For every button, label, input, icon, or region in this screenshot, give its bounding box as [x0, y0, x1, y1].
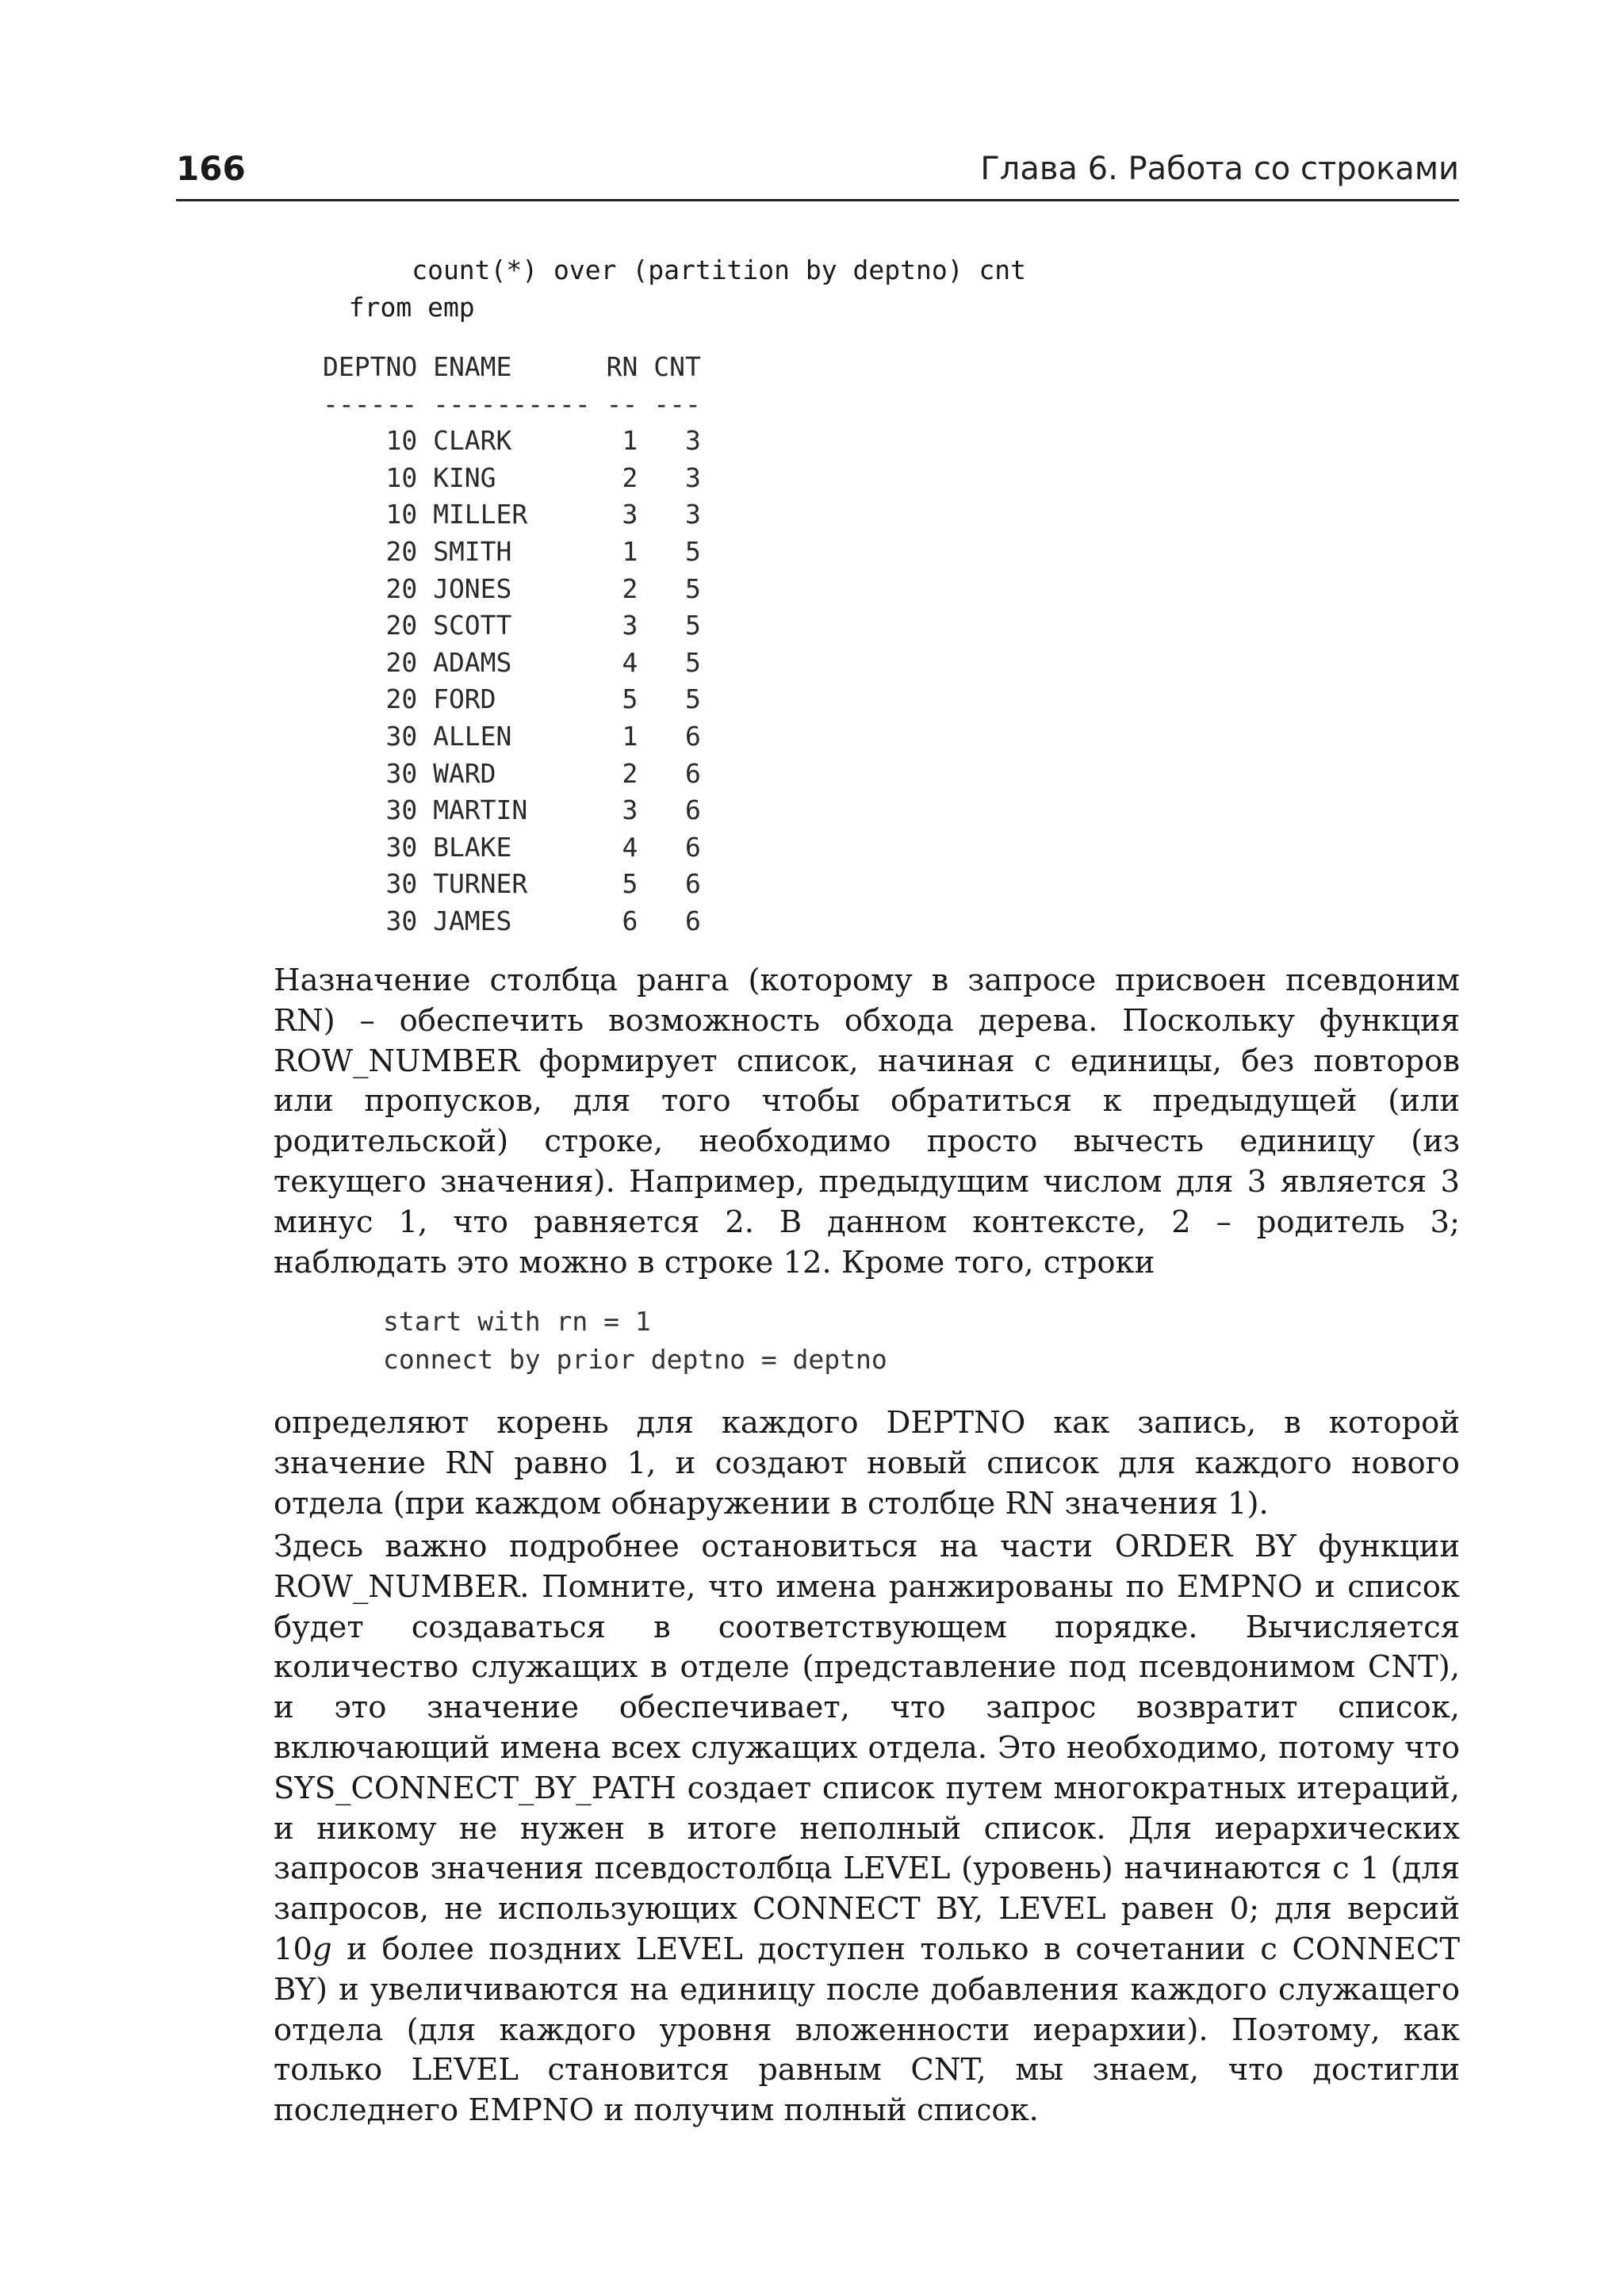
- running-head: Глава 6. Работа со строками: [980, 151, 1459, 187]
- code-query-fragment: count(*) over (partition by deptno) cnt from emp: [348, 255, 1027, 323]
- paragraph-rank-column: Назначение столбца ранга (которому в запросе присвоен псевдоним RN) – обеспечить возможность обхода дерева. Поскольку функция ROW_NUMBER формирует список, начиная с единицы, без повторов или пропусков, для того чтобы обратиться к предыдущей (или родительской) строке, необходимо просто вычесть единицу (из текущего значения). Например, предыдущим числом для 3 является 3 минус 1, что равняется 2. В данном контексте, 2 – родитель 3; наблюдать это можно в строке 12. Кроме того, строки: [274, 963, 1460, 1280]
- page-number: 166: [176, 149, 246, 188]
- version-suffix-italic: g: [312, 1931, 332, 1967]
- paragraph-order-by-text-1: Здесь важно подробнее остановиться на части ORDER BY функции ROW_NUMBER. Помните, что имена ранжированы по EMPNO и список будет создаваться в соответствующем порядке. Вычисляется количество служащих в отделе (представление под псевдонимом CNT), и это значение обеспечивает, что запрос возвратит список, включающий имена всех служащих отдела. Это необходимо, потому что SYS_CONNECT_BY_PATH создает список путем многократных итераций, и никому не нужен в итоге неполный список. Для иерархических запросов значения псевдостолбца LEVEL (уровень) начинаются с 1 (для запросов, не использующих CONNECT BY, LEVEL равен 0; для версий 10: [274, 1529, 1460, 1967]
- paragraph-order-by: [274, 1527, 1460, 2131]
- page-header: [176, 147, 1459, 201]
- paragraph-root-definition: определяют корень для каждого DEPTNO как запись, в которой значение RN равно 1, и создают новый список для каждого нового отдела (при каждом обнаружении в столбце RN значения 1).: [274, 1405, 1460, 1522]
- query-result-table: DEPTNO ENAME RN CNT ------ ---------- -- --- 10 CLARK 1 3 10 KING 2 3 10 MILLER 3 3 20 SMITH 1 5 20 JONES 2 5 20 SCOTT 3 5 20 ADAMS 4 5 20 FORD 5 5 30 ALLEN 1 6 30 WARD 2 6 30 MARTIN 3 6 30 BLAKE 4 6 30 TURNER 5 6 30 JAMES 6 6: [323, 351, 701, 936]
- paragraph-order-by-text-2: и более поздних LEVEL доступен только в сочетании с CONNECT BY) и увеличиваются на единицу после добавления каждого служащего отдела (для каждого уровня вложенности иерархии). Поэтому, как только LEVEL становится равным CNT, мы знаем, что достигли последнего EMPNO и получим полный список.: [274, 1931, 1460, 2129]
- code-connect-by: start with rn = 1 connect by prior deptno = deptno: [383, 1306, 887, 1375]
